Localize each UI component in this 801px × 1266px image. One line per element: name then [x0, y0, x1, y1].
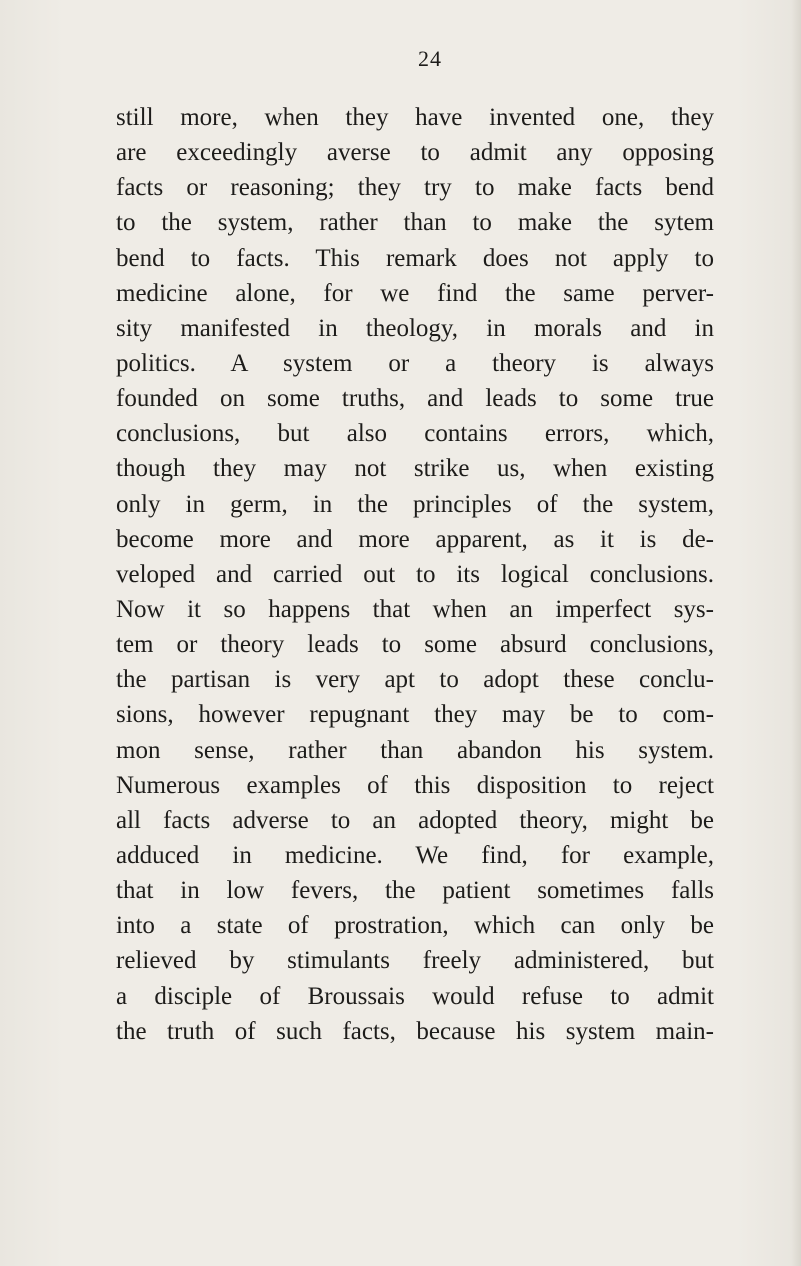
- text-line: the truth of such facts, because his system main-: [116, 1017, 714, 1045]
- text-line: Numerous examples of this disposition to reject: [116, 771, 714, 799]
- page-number: 24: [418, 46, 442, 71]
- text-line: founded on some truths, and leads to some true: [116, 385, 714, 413]
- text-line: still more, when they have invented one, they: [116, 104, 714, 131]
- body-text: [116, 100, 714, 1049]
- text-line: sions, however repugnant they may be to com-: [116, 701, 714, 729]
- text-line: Now it so happens that when an imperfect sys-: [116, 595, 714, 623]
- text-line: a disciple of Broussais would refuse to admit: [116, 982, 714, 1010]
- text-line: relieved by stimulants freely administered, but: [116, 947, 714, 975]
- page-edge-shadow: [791, 0, 801, 1266]
- text-line: politics. A system or a theory is always: [116, 349, 714, 377]
- text-line: are exceedingly averse to admit any opposing: [116, 139, 714, 167]
- text-line: conclusions, but also contains errors, which,: [116, 420, 714, 448]
- text-line: facts or reasoning; they try to make facts bend: [116, 174, 714, 202]
- text-line: into a state of prostration, which can only be: [116, 912, 714, 940]
- text-line: all facts adverse to an adopted theory, might be: [116, 806, 714, 834]
- text-line: the partisan is very apt to adopt these conclu-: [116, 666, 714, 694]
- text-line: become more and more apparent, as it is de-: [116, 525, 714, 553]
- text-line: sity manifested in theology, in morals and in: [116, 314, 714, 342]
- text-line: only in germ, in the principles of the system,: [116, 490, 714, 518]
- text-line: adduced in medicine. We find, for example,: [116, 841, 714, 869]
- text-line: to the system, rather than to make the sytem: [116, 209, 714, 237]
- text-line: veloped and carried out to its logical conclusions.: [116, 560, 714, 588]
- text-line: mon sense, rather than abandon his system.: [116, 736, 714, 764]
- text-line: tem or theory leads to some absurd conclusions,: [116, 631, 714, 659]
- text-line: that in low fevers, the patient sometimes falls: [116, 877, 714, 905]
- text-line: bend to facts. This remark does not apply to: [116, 244, 714, 272]
- text-line: though they may not strike us, when existing: [116, 455, 714, 483]
- text-line: medicine alone, for we find the same perver-: [116, 279, 714, 307]
